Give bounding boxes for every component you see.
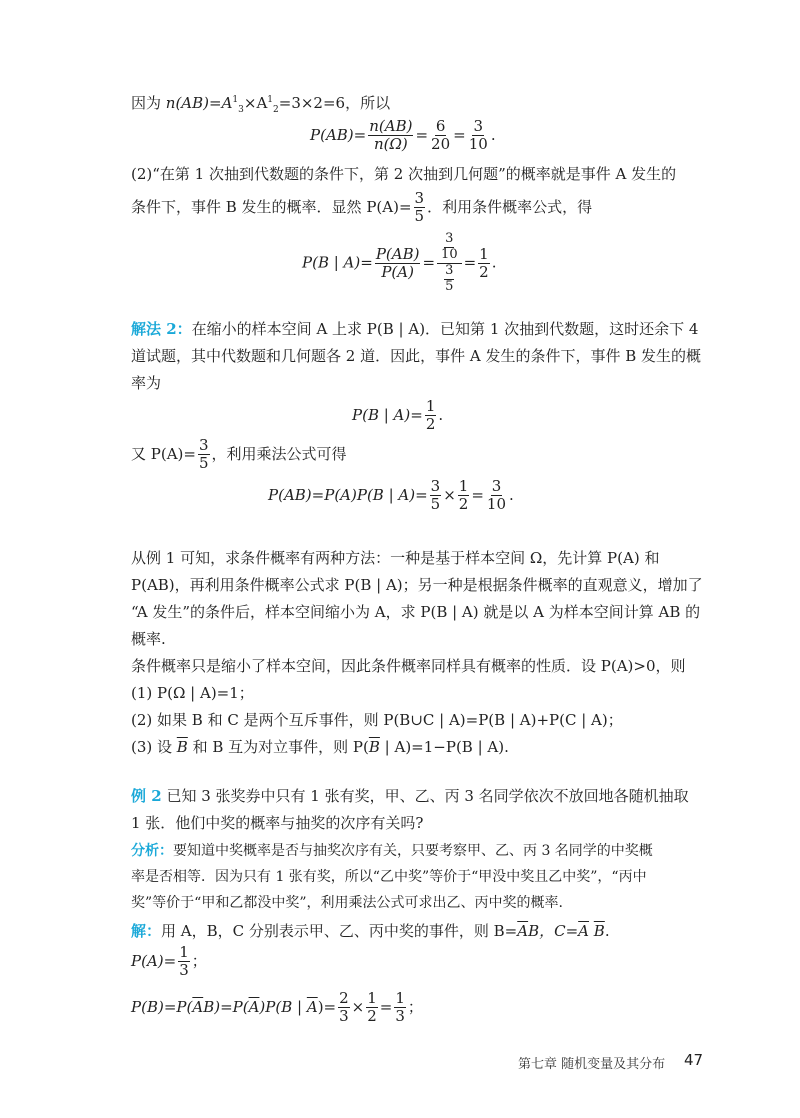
numerator: 2 bbox=[339, 989, 349, 1007]
math: )= bbox=[317, 997, 337, 1016]
example-2-label: 例 2 bbox=[131, 787, 162, 805]
numerator: 3 bbox=[491, 477, 502, 495]
text-line: 条件概率只是缩小了样本空间，因此条件概率同样具有概率的性质．设 P(A)>0，则 bbox=[131, 657, 686, 675]
math: P(B | A)= bbox=[302, 253, 373, 272]
math: )P(B | bbox=[259, 997, 307, 1016]
math: = bbox=[422, 253, 436, 272]
math: . bbox=[509, 485, 514, 504]
math: = bbox=[471, 485, 484, 504]
math: $\overline{A}$ bbox=[578, 922, 590, 940]
math: × bbox=[351, 997, 365, 1016]
math: B)=P( bbox=[203, 997, 249, 1016]
text-line bbox=[131, 785, 689, 806]
denominator: 2 bbox=[479, 262, 489, 281]
text-line bbox=[131, 318, 698, 339]
text-line: 因为 $n(AB)=A^1_3\times A^1_2=3\times 2=6$，所以 bbox=[131, 94, 391, 115]
solution-label: 解： bbox=[131, 922, 162, 940]
fraction bbox=[425, 398, 437, 434]
math: ； bbox=[191, 951, 207, 970]
math: P(AB)= bbox=[310, 125, 367, 144]
text-line: 从例 1 可知，求条件概率有两种方法：一种是基于样本空间 Ω，先计算 P(A) 和 bbox=[131, 549, 660, 567]
denominator: 5 bbox=[414, 207, 425, 226]
text-line: 率是否相等．因为只有 1 张有奖，所以“乙中奖”等价于“甲没中奖且乙中奖”，“丙中 bbox=[131, 869, 647, 885]
numerator: 3 bbox=[430, 477, 441, 495]
text: =3×2=6，所以 bbox=[278, 94, 391, 112]
equation-4 bbox=[268, 478, 514, 514]
numerator: 1 bbox=[179, 943, 189, 961]
text: ．利用条件概率公式，得 bbox=[427, 197, 593, 216]
math: = bbox=[415, 125, 429, 144]
fraction bbox=[375, 246, 421, 282]
math: ×A bbox=[243, 94, 268, 112]
math: = bbox=[463, 253, 477, 272]
math: . bbox=[490, 125, 496, 144]
math: $\overline{B}$ bbox=[368, 738, 380, 756]
equation-1 bbox=[310, 118, 496, 154]
math: $\overline{B}$ bbox=[176, 738, 188, 756]
math: $\overline{A}$ bbox=[517, 922, 529, 940]
numerator: n(AB) bbox=[369, 117, 413, 135]
math: × bbox=[443, 485, 456, 504]
fraction bbox=[368, 118, 413, 154]
property-3 bbox=[131, 736, 509, 757]
denominator: 10 bbox=[468, 135, 488, 154]
math: P(B | A)= bbox=[352, 405, 423, 424]
math: = bbox=[453, 125, 466, 144]
fraction bbox=[458, 478, 470, 514]
fraction bbox=[198, 437, 210, 473]
denominator: n(Ω) bbox=[373, 135, 408, 154]
text-line: 奖”等价于“甲和乙都没中奖”，利用乘法公式可求出乙、丙中奖的概率. bbox=[131, 895, 563, 911]
fraction bbox=[486, 478, 507, 514]
text: 要知道中奖概率是否与抽奖次序有关，只要考察甲、乙、丙 3 名同学的中奖概 bbox=[173, 843, 653, 859]
numerator: 1 bbox=[395, 989, 405, 1007]
text-line: 道试题，其中代数题和几何题各 2 道．因此，事件 A 发生的条件下，事件 B 发生的概 bbox=[131, 347, 702, 365]
denominator: 20 bbox=[431, 135, 451, 154]
numerator: 3 bbox=[414, 189, 425, 207]
text: ，利用乘法公式可得 bbox=[211, 444, 347, 463]
text-line: 概率. bbox=[131, 630, 166, 648]
denominator: 2 bbox=[458, 495, 469, 514]
math: $\overline{A}$ bbox=[306, 997, 318, 1016]
numerator: 1 bbox=[458, 477, 469, 495]
text-line bbox=[131, 840, 653, 860]
equation-2 bbox=[302, 232, 497, 295]
fraction bbox=[366, 990, 378, 1026]
denominator: 10 bbox=[486, 495, 507, 514]
text: 又 P(A)= bbox=[131, 444, 196, 463]
text: 条件下，事件 B 发生的概率．显然 P(A)= bbox=[131, 197, 412, 216]
formula-pb bbox=[131, 990, 423, 1026]
fraction bbox=[468, 118, 489, 154]
page-number: 47 bbox=[684, 1051, 704, 1069]
text-line bbox=[131, 437, 347, 473]
text: . bbox=[604, 922, 610, 940]
denominator: 5 bbox=[198, 454, 209, 473]
chapter-footer: 第七章 随机变量及其分布 bbox=[518, 1057, 666, 1072]
fraction bbox=[394, 990, 406, 1026]
fraction bbox=[178, 944, 190, 980]
numerator: 3 bbox=[473, 117, 484, 135]
math: ； bbox=[407, 997, 423, 1016]
math: B，C= bbox=[528, 922, 579, 940]
math: P(AB)=P(A)P(B | A)= bbox=[268, 485, 428, 504]
text: 用 A，B，C 分别表示甲、乙、丙中奖的事件，则 B= bbox=[161, 922, 518, 940]
denominator: 5 bbox=[445, 278, 454, 294]
compound-fraction bbox=[437, 232, 462, 295]
math: . bbox=[438, 405, 444, 424]
text: (3) 设 bbox=[131, 738, 177, 756]
fraction bbox=[430, 118, 451, 154]
numerator: 1 bbox=[479, 244, 489, 263]
text: 因为 bbox=[131, 94, 166, 112]
text-line bbox=[131, 190, 592, 226]
math: $\overline{A}$ bbox=[248, 997, 260, 1016]
denominator: 3 bbox=[339, 1007, 349, 1026]
numerator bbox=[437, 232, 462, 264]
formula-pa bbox=[131, 944, 207, 980]
text-line: P(AB)，再利用条件概率公式求 P(B | A)；另一种是根据条件概率的直观意义，增加了 bbox=[131, 576, 703, 594]
text-line bbox=[131, 920, 610, 941]
equation-3 bbox=[352, 398, 443, 434]
analysis-label: 分析： bbox=[131, 843, 173, 859]
numerator: 3 bbox=[445, 231, 454, 246]
denominator: 10 bbox=[441, 246, 458, 262]
denominator: P(A) bbox=[381, 262, 414, 281]
text-line: (2)“在第 1 次抽到代数题的条件下，第 2 次抽到几何题”的概率就是事件 A 发生的 bbox=[131, 165, 677, 183]
method-2-label: 解法 2： bbox=[131, 320, 192, 338]
denominator: 3 bbox=[179, 961, 189, 980]
text: 在缩小的样本空间 A 上求 P(B | A)．已知第 1 次抽到代数题，这时还余下 4 bbox=[191, 320, 699, 338]
denominator: 2 bbox=[367, 1007, 377, 1026]
fraction bbox=[478, 246, 490, 282]
math: = bbox=[379, 997, 393, 1016]
denominator bbox=[441, 264, 457, 295]
numerator: P(AB) bbox=[375, 244, 420, 263]
text: 已知 3 张奖券中只有 1 张有奖，甲、乙、丙 3 名同学依次不放回地各随机抽取 bbox=[161, 787, 689, 805]
numerator: 3 bbox=[445, 262, 454, 278]
text-line: 率为 bbox=[131, 374, 162, 392]
text: 和 B 互为对立事件，则 P( bbox=[187, 738, 369, 756]
fraction bbox=[430, 478, 442, 514]
text: | A)=1−P(B | A). bbox=[379, 738, 509, 756]
numerator: 6 bbox=[435, 117, 446, 135]
numerator: 1 bbox=[425, 397, 436, 415]
math: P(A)= bbox=[131, 951, 177, 970]
text-line: “A 发生”的条件后，样本空间缩小为 A，求 P(B | A) 就是以 A 为样本空间计算 AB 的 bbox=[131, 603, 701, 621]
property-2: (2) 如果 B 和 C 是两个互斥事件，则 P(B∪C | A)=P(B | A)+P(C | A)； bbox=[131, 711, 623, 729]
fraction bbox=[338, 990, 350, 1026]
math: $\overline{A}$ bbox=[192, 997, 204, 1016]
denominator: 5 bbox=[430, 495, 441, 514]
text-line: 1 张．他们中奖的概率与抽奖的次序有关吗? bbox=[131, 814, 424, 832]
math: $\overline{B}$ bbox=[593, 922, 605, 940]
property-1: (1) P(Ω | A)=1； bbox=[131, 684, 254, 702]
fraction bbox=[414, 190, 426, 226]
math: . bbox=[491, 253, 497, 272]
math: n(AB)=A bbox=[165, 94, 233, 112]
denominator: 3 bbox=[395, 1007, 405, 1026]
numerator: 1 bbox=[367, 989, 377, 1007]
numerator: 3 bbox=[198, 436, 209, 454]
denominator: 2 bbox=[425, 415, 436, 434]
math: P(B)=P( bbox=[131, 997, 193, 1016]
